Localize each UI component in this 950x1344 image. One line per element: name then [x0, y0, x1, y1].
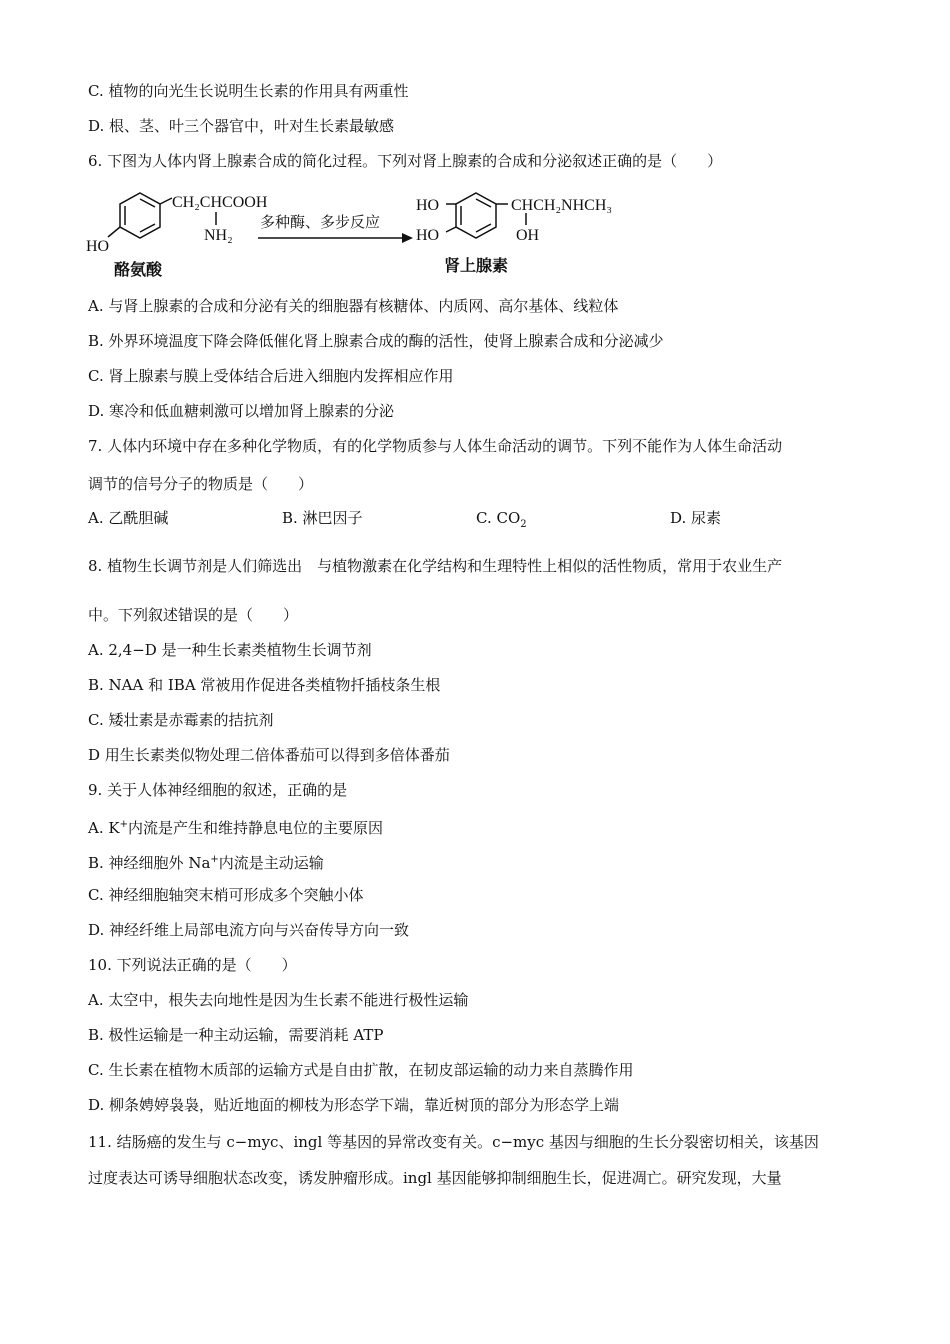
q8-option-c: C. 矮壮素是赤霉素的拮抗剂 — [88, 711, 274, 729]
adrenaline-oh: OH — [516, 227, 540, 244]
q7-stem-line1: 7. 人体内环境中存在多种化学物质，有的化学物质参与人体生命活动的调节。下列不能作为人体生命活动 — [88, 437, 783, 455]
q9-option-d: D. 神经纤维上局部电流方向与兴奋传导方向一致 — [88, 921, 410, 939]
adrenaline-synthesis-figure — [80, 185, 640, 285]
q9-option-b-post: 内流是主动运输 — [218, 854, 324, 872]
q7-option-c — [476, 508, 527, 535]
q9-option-a — [88, 815, 383, 838]
q11-stem-line2: 过度表达可诱导细胞状态改变，诱发肿瘤形成。ingl 基因能够抑制细胞生长，促进凋亡。研究发现，大量 — [88, 1169, 782, 1187]
q7-option-d: D. 尿素 — [670, 509, 722, 527]
q9-option-c: C. 神经细胞轴突末梢可形成多个突触小体 — [88, 886, 364, 904]
q10-option-b: B. 极性运输是一种主动运输，需要消耗 ATP — [88, 1026, 384, 1044]
reaction-arrow — [258, 233, 413, 243]
q7-option-a: A. 乙酰胆碱 — [88, 509, 169, 527]
q6-option-c: C. 肾上腺素与膜上受体结合后进入细胞内发挥相应作用 — [88, 367, 454, 385]
tyrosine-nh2: NH₂ — [204, 227, 233, 244]
q8-stem-line1: 8. 植物生长调节剂是人们筛选出 与植物激素在化学结构和生理特性上相似的活性物质，常用于农业生产 — [88, 557, 783, 575]
q10-option-c: C. 生长素在植物木质部的运输方式是自由扩散，在韧皮部运输的动力来自蒸腾作用 — [88, 1061, 634, 1079]
reaction-diagram — [80, 185, 640, 285]
q9-option-a-pre: A. K — [88, 819, 120, 837]
q9-stem: 9. 关于人体神经细胞的叙述，正确的是 — [88, 781, 348, 799]
q10-option-d: D. 柳条娉婷袅袅，贴近地面的柳枝为形态学下端，靠近树顶的部分为形态学上端 — [88, 1096, 620, 1114]
q9-option-a-post: 内流是产生和维持静息电位的主要原因 — [127, 819, 383, 837]
q9-option-b-pre: B. 神经细胞外 Na — [88, 854, 211, 872]
q7-option-c-text: C. CO — [476, 509, 521, 527]
adrenaline-ho-top: HO — [416, 197, 440, 214]
q11-stem-line1: 11. 结肠癌的发生与 c−myc、ingl 等基因的异常改变有关。c−myc 基因与细胞的生长分裂密切相关，该基因 — [88, 1133, 819, 1151]
q9-option-b-sup: + — [210, 854, 219, 865]
adrenaline-label: 肾上腺素 — [444, 256, 509, 275]
q8-option-a: A. 2,4−D 是一种生长素类植物生长调节剂 — [88, 641, 372, 659]
q6-option-b: B. 外界环境温度下降会降低催化肾上腺素合成的酶的活性，使肾上腺素合成和分泌减少 — [88, 332, 664, 350]
tyrosine-chain: CH₂CHCOOH — [172, 194, 268, 211]
tyrosine-ho: HO — [86, 238, 110, 255]
q5-option-d: D. 根、茎、叶三个器官中，叶对生长素最敏感 — [88, 117, 395, 135]
q6-option-a: A. 与肾上腺素的合成和分泌有关的细胞器有核糖体、内质网、高尔基体、线粒体 — [88, 297, 619, 315]
q7-option-b: B. 淋巴因子 — [282, 509, 363, 527]
q8-stem-line2: 中。下列叙述错误的是（ ） — [88, 606, 299, 624]
q6-stem: 6. 下图为人体内肾上腺素合成的简化过程。下列对肾上腺素的合成和分泌叙述正确的是（ ） — [88, 152, 723, 170]
q9-option-a-sup: + — [119, 819, 128, 830]
tyrosine-label: 酪氨酸 — [114, 260, 163, 279]
adrenaline-chain: CHCH₂NHCH₃ — [511, 197, 612, 214]
q6-option-d: D. 寒冷和低血糖刺激可以增加肾上腺素的分泌 — [88, 402, 395, 420]
q7-stem-line2: 调节的信号分子的物质是（ ） — [88, 475, 314, 493]
reaction-arrow-label: 多种酶、多步反应 — [260, 215, 381, 231]
adrenaline-ho-bottom: HO — [416, 227, 440, 244]
q9-option-b — [88, 850, 324, 873]
q7-option-c-sub: 2 — [520, 519, 527, 530]
q8-option-b: B. NAA 和 IBA 常被用作促进各类植物扦插枝条生根 — [88, 676, 441, 694]
q10-option-a: A. 太空中，根失去向地性是因为生长素不能进行极性运输 — [88, 991, 469, 1009]
q10-stem: 10. 下列说法正确的是（ ） — [88, 956, 297, 974]
q5-option-c: C. 植物的向光生长说明生长素的作用具有两重性 — [88, 82, 409, 100]
q8-option-d: D 用生长素类似物处理二倍体番茄可以得到多倍体番茄 — [88, 746, 450, 764]
